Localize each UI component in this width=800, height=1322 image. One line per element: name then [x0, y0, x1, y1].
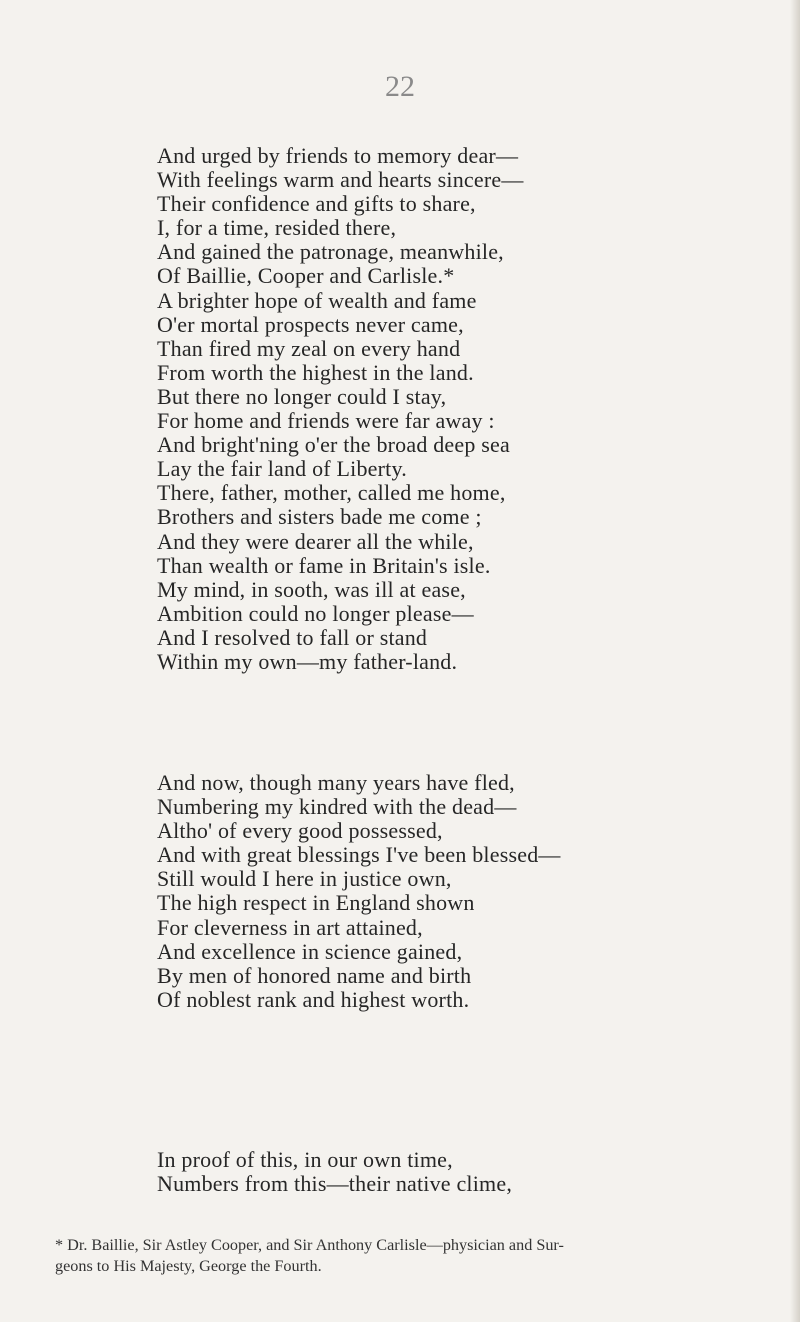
poem-line: Their confidence and gifts to share,	[157, 191, 476, 217]
poem-line: With feelings warm and hearts sincere—	[157, 167, 524, 193]
poem-line: Altho' of every good possessed,	[157, 818, 443, 844]
poem-line: And I resolved to fall or stand	[157, 624, 428, 650]
poem-line: My mind, in sooth, was ill at ease,	[157, 576, 466, 602]
poem-stanza-2	[157, 771, 561, 1012]
poem-line: There, father, mother, called me home,	[157, 480, 506, 506]
footnote	[55, 1235, 795, 1277]
poem-line: Lay the fair land of Liberty.	[157, 456, 407, 482]
poem-line: Still would I here in justice own,	[157, 866, 452, 892]
poem-line: Numbering my kindred with the dead—	[157, 794, 517, 820]
poem-line: Than fired my zeal on every hand	[157, 335, 461, 361]
poem-line: Ambition could no longer please—	[157, 600, 474, 626]
poem-line: Of Baillie, Cooper and Carlisle.*	[157, 263, 455, 289]
poem-line: And bright'ning o'er the broad deep sea	[157, 432, 510, 458]
poem-line: Than wealth or fame in Britain's isle.	[157, 552, 491, 578]
poem-line: And excellence in science gained,	[157, 938, 463, 964]
poem-line: And now, though many years have fled,	[157, 770, 515, 795]
poem-line: And urged by friends to memory dear—	[157, 143, 519, 168]
page-edge-shadow	[790, 0, 800, 1322]
poem-line: Brothers and sisters bade me come ;	[157, 504, 482, 530]
poem-line: But there no longer could I stay,	[157, 383, 447, 409]
poem-line: From worth the highest in the land.	[157, 359, 474, 385]
poem-line: Of noblest rank and highest worth.	[157, 986, 470, 1012]
poem-line: Numbers from this—their native clime,	[157, 1171, 513, 1197]
page-number: 22	[385, 70, 415, 103]
poem-line: I, for a time, resided there,	[157, 215, 397, 241]
poem-line: And gained the patronage, meanwhile,	[157, 239, 504, 265]
poem-stanza-3	[157, 1148, 512, 1196]
poem-line: Within my own—my father-land.	[157, 648, 458, 674]
poem-stanza-1	[157, 144, 524, 674]
poem-line: For home and friends were far away :	[157, 408, 495, 434]
poem-line: The high respect in England shown	[157, 890, 475, 916]
poem-line: And they were dearer all the while,	[157, 528, 474, 554]
footnote-line: * Dr. Baillie, Sir Astley Cooper, and Sir Anthony Carlisle—physician and Sur-	[55, 1236, 564, 1254]
poem-line: By men of honored name and birth	[157, 962, 472, 988]
poem-line: A brighter hope of wealth and fame	[157, 287, 477, 313]
poem-line: For cleverness in art attained,	[157, 914, 423, 940]
footnote-line: geons to His Majesty, George the Fourth.	[55, 1257, 322, 1275]
poem-line: O'er mortal prospects never came,	[157, 311, 464, 337]
poem-line: In proof of this, in our own time,	[157, 1147, 453, 1172]
poem-line: And with great blessings I've been blessed—	[157, 842, 561, 868]
